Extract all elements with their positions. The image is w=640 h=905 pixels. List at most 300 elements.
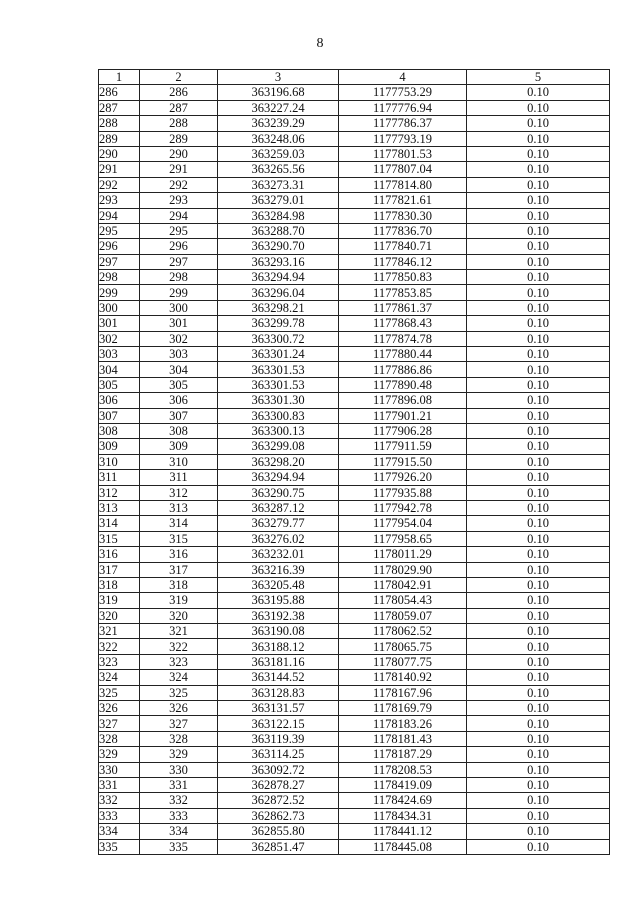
table-cell: 304	[99, 362, 140, 377]
table-row	[99, 362, 610, 377]
table-cell: 314	[140, 516, 218, 531]
table-cell: 309	[99, 439, 140, 454]
table-cell: 313	[140, 500, 218, 515]
table-cell: 1177890.48	[339, 377, 467, 392]
table-cell: 0.10	[467, 639, 610, 654]
table-cell: 363114.25	[218, 747, 339, 762]
table-cell: 302	[140, 331, 218, 346]
table-row	[99, 100, 610, 115]
table-row	[99, 85, 610, 100]
table-cell: 301	[99, 316, 140, 331]
table-cell: 328	[140, 731, 218, 746]
table-cell: 296	[99, 239, 140, 254]
table-cell: 289	[140, 131, 218, 146]
table-cell: 327	[140, 716, 218, 731]
table-row	[99, 393, 610, 408]
table-cell: 0.10	[467, 439, 610, 454]
table-cell: 293	[99, 193, 140, 208]
table-row	[99, 716, 610, 731]
table-cell: 363273.31	[218, 177, 339, 192]
table-cell: 319	[140, 593, 218, 608]
table-cell: 316	[140, 547, 218, 562]
table-cell: 334	[99, 824, 140, 839]
table-cell: 0.10	[467, 285, 610, 300]
table-cell: 0.10	[467, 408, 610, 423]
column-header: 2	[140, 70, 218, 85]
table-cell: 0.10	[467, 423, 610, 438]
table-cell: 1177861.37	[339, 300, 467, 315]
table-cell: 363296.04	[218, 285, 339, 300]
table-row	[99, 839, 610, 854]
table-cell: 1178208.53	[339, 762, 467, 777]
table-cell: 0.10	[467, 239, 610, 254]
table-cell: 316	[99, 547, 140, 562]
table-cell: 329	[140, 747, 218, 762]
table-cell: 300	[140, 300, 218, 315]
table-cell: 1178183.26	[339, 716, 467, 731]
table-cell: 298	[140, 270, 218, 285]
table-cell: 0.10	[467, 716, 610, 731]
table-cell: 304	[140, 362, 218, 377]
table-cell: 0.10	[467, 762, 610, 777]
table-cell: 312	[99, 485, 140, 500]
table-row	[99, 624, 610, 639]
table-cell: 0.10	[467, 670, 610, 685]
table-cell: 1177896.08	[339, 393, 467, 408]
table-cell: 328	[99, 731, 140, 746]
table-row	[99, 562, 610, 577]
table-cell: 363092.72	[218, 762, 339, 777]
table-cell: 308	[99, 423, 140, 438]
table-cell: 1177880.44	[339, 347, 467, 362]
table-cell: 1177868.43	[339, 316, 467, 331]
table-cell: 1177954.04	[339, 516, 467, 531]
table-row	[99, 377, 610, 392]
table-cell: 296	[140, 239, 218, 254]
table-row	[99, 608, 610, 623]
table-cell: 1177753.29	[339, 85, 467, 100]
table-cell: 0.10	[467, 270, 610, 285]
table-cell: 295	[140, 223, 218, 238]
column-header: 4	[339, 70, 467, 85]
table-cell: 326	[140, 701, 218, 716]
table-cell: 363227.24	[218, 100, 339, 115]
table-row	[99, 701, 610, 716]
table-cell: 335	[140, 839, 218, 854]
table-cell: 308	[140, 423, 218, 438]
table-cell: 0.10	[467, 208, 610, 223]
table-cell: 0.10	[467, 701, 610, 716]
table-cell: 1178445.08	[339, 839, 467, 854]
table-cell: 310	[140, 454, 218, 469]
table-row	[99, 762, 610, 777]
table-row	[99, 116, 610, 131]
table-row	[99, 347, 610, 362]
table-cell: 1178187.29	[339, 747, 467, 762]
table-cell: 288	[140, 116, 218, 131]
table-cell: 317	[99, 562, 140, 577]
table-cell: 287	[140, 100, 218, 115]
table-cell: 0.10	[467, 531, 610, 546]
table-cell: 363301.53	[218, 377, 339, 392]
table-cell: 319	[99, 593, 140, 608]
table-cell: 290	[99, 146, 140, 161]
table-cell: 1178167.96	[339, 685, 467, 700]
table-row	[99, 593, 610, 608]
coordinates-table	[98, 69, 610, 855]
table-cell: 0.10	[467, 824, 610, 839]
table-cell: 363293.16	[218, 254, 339, 269]
table-cell: 323	[140, 654, 218, 669]
table-cell: 0.10	[467, 85, 610, 100]
table-cell: 1177786.37	[339, 116, 467, 131]
table-cell: 1177901.21	[339, 408, 467, 423]
table-cell: 363122.15	[218, 716, 339, 731]
table-cell: 1177776.94	[339, 100, 467, 115]
table-row	[99, 285, 610, 300]
table-cell: 291	[140, 162, 218, 177]
table-cell: 0.10	[467, 146, 610, 161]
table-cell: 320	[99, 608, 140, 623]
table-cell: 318	[99, 577, 140, 592]
table-cell: 311	[99, 470, 140, 485]
table-row	[99, 208, 610, 223]
table-cell: 0.10	[467, 116, 610, 131]
table-cell: 1178042.91	[339, 577, 467, 592]
table-cell: 0.10	[467, 454, 610, 469]
table-row	[99, 239, 610, 254]
table-row	[99, 193, 610, 208]
table-header-row	[99, 70, 610, 85]
table-cell: 306	[140, 393, 218, 408]
table-cell: 363239.29	[218, 116, 339, 131]
table-cell: 363190.08	[218, 624, 339, 639]
table-cell: 305	[140, 377, 218, 392]
table-row	[99, 793, 610, 808]
table-cell: 363181.16	[218, 654, 339, 669]
table-row	[99, 439, 610, 454]
table-cell: 288	[99, 116, 140, 131]
table-cell: 334	[140, 824, 218, 839]
table-cell: 363299.08	[218, 439, 339, 454]
table-cell: 363290.75	[218, 485, 339, 500]
table-cell: 363298.21	[218, 300, 339, 315]
table-cell: 0.10	[467, 777, 610, 792]
table-cell: 363259.03	[218, 146, 339, 161]
table-cell: 0.10	[467, 547, 610, 562]
table-cell: 331	[140, 777, 218, 792]
table-cell: 0.10	[467, 300, 610, 315]
table-cell: 362872.52	[218, 793, 339, 808]
table-cell: 363301.24	[218, 347, 339, 362]
table-cell: 332	[140, 793, 218, 808]
table-cell: 1177840.71	[339, 239, 467, 254]
column-header: 5	[467, 70, 610, 85]
table-cell: 301	[140, 316, 218, 331]
table-cell: 290	[140, 146, 218, 161]
table-cell: 294	[140, 208, 218, 223]
table-cell: 307	[140, 408, 218, 423]
table-cell: 0.10	[467, 808, 610, 823]
table-cell: 363300.72	[218, 331, 339, 346]
table-cell: 332	[99, 793, 140, 808]
table-row	[99, 577, 610, 592]
table-cell: 0.10	[467, 377, 610, 392]
table-cell: 362851.47	[218, 839, 339, 854]
table-cell: 1177853.85	[339, 285, 467, 300]
table-row	[99, 547, 610, 562]
table-cell: 0.10	[467, 393, 610, 408]
table-cell: 1178065.75	[339, 639, 467, 654]
table-cell: 1177793.19	[339, 131, 467, 146]
table-cell: 363287.12	[218, 500, 339, 515]
table-row	[99, 808, 610, 823]
table-cell: 292	[140, 177, 218, 192]
table-row	[99, 454, 610, 469]
table-cell: 363196.68	[218, 85, 339, 100]
table-cell: 1177846.12	[339, 254, 467, 269]
table-cell: 287	[99, 100, 140, 115]
table-cell: 289	[99, 131, 140, 146]
table-cell: 0.10	[467, 731, 610, 746]
table-body	[99, 85, 610, 855]
table-cell: 1177935.88	[339, 485, 467, 500]
table-cell: 307	[99, 408, 140, 423]
table-cell: 1178054.43	[339, 593, 467, 608]
table-cell: 1178077.75	[339, 654, 467, 669]
table-cell: 1178434.31	[339, 808, 467, 823]
table-row	[99, 146, 610, 161]
table-cell: 1177942.78	[339, 500, 467, 515]
table-row	[99, 654, 610, 669]
table-cell: 0.10	[467, 562, 610, 577]
table-cell: 329	[99, 747, 140, 762]
table-cell: 363131.57	[218, 701, 339, 716]
table-cell: 292	[99, 177, 140, 192]
table-cell: 363128.83	[218, 685, 339, 700]
table-cell: 363265.56	[218, 162, 339, 177]
table-row	[99, 824, 610, 839]
table-cell: 362878.27	[218, 777, 339, 792]
table-row	[99, 516, 610, 531]
table-cell: 299	[99, 285, 140, 300]
column-header: 3	[218, 70, 339, 85]
table-cell: 1178062.52	[339, 624, 467, 639]
table-cell: 363144.52	[218, 670, 339, 685]
table-row	[99, 423, 610, 438]
table-row	[99, 731, 610, 746]
table-cell: 311	[140, 470, 218, 485]
table-cell: 363298.20	[218, 454, 339, 469]
table-cell: 363248.06	[218, 131, 339, 146]
table-cell: 294	[99, 208, 140, 223]
table-cell: 363192.38	[218, 608, 339, 623]
table-row	[99, 177, 610, 192]
table-cell: 300	[99, 300, 140, 315]
table-cell: 1177911.59	[339, 439, 467, 454]
table-cell: 1177886.86	[339, 362, 467, 377]
table-cell: 0.10	[467, 500, 610, 515]
table-row	[99, 300, 610, 315]
table-cell: 0.10	[467, 362, 610, 377]
table-cell: 363301.53	[218, 362, 339, 377]
table-cell: 0.10	[467, 516, 610, 531]
table-cell: 315	[99, 531, 140, 546]
table-cell: 315	[140, 531, 218, 546]
table-cell: 321	[140, 624, 218, 639]
table-cell: 1177874.78	[339, 331, 467, 346]
table-cell: 0.10	[467, 347, 610, 362]
table-row	[99, 254, 610, 269]
table-cell: 286	[99, 85, 140, 100]
table-cell: 291	[99, 162, 140, 177]
page-number: 8	[316, 36, 324, 51]
table-cell: 325	[99, 685, 140, 700]
table-cell: 321	[99, 624, 140, 639]
table-cell: 363216.39	[218, 562, 339, 577]
table-cell: 363288.70	[218, 223, 339, 238]
table-cell: 0.10	[467, 177, 610, 192]
table-cell: 0.10	[467, 316, 610, 331]
table-cell: 1178011.29	[339, 547, 467, 562]
table-row	[99, 162, 610, 177]
table-cell: 363279.01	[218, 193, 339, 208]
table-row	[99, 639, 610, 654]
table-cell: 363294.94	[218, 470, 339, 485]
table-row	[99, 747, 610, 762]
table-cell: 330	[140, 762, 218, 777]
table-cell: 363188.12	[218, 639, 339, 654]
table-cell: 305	[99, 377, 140, 392]
table-row	[99, 331, 610, 346]
table-cell: 0.10	[467, 223, 610, 238]
table-cell: 363205.48	[218, 577, 339, 592]
table-cell: 0.10	[467, 624, 610, 639]
table-cell: 1177821.61	[339, 193, 467, 208]
table-cell: 362855.80	[218, 824, 339, 839]
table-cell: 297	[140, 254, 218, 269]
table-cell: 363290.70	[218, 239, 339, 254]
table-cell: 1178441.12	[339, 824, 467, 839]
table-cell: 322	[140, 639, 218, 654]
table-row	[99, 131, 610, 146]
table-cell: 309	[140, 439, 218, 454]
table-row	[99, 777, 610, 792]
table-cell: 310	[99, 454, 140, 469]
table-cell: 0.10	[467, 685, 610, 700]
table-cell: 363232.01	[218, 547, 339, 562]
table-cell: 0.10	[467, 793, 610, 808]
table-cell: 298	[99, 270, 140, 285]
table-cell: 1178181.43	[339, 731, 467, 746]
table-cell: 312	[140, 485, 218, 500]
table-cell: 0.10	[467, 654, 610, 669]
table-cell: 299	[140, 285, 218, 300]
table-cell: 0.10	[467, 131, 610, 146]
table-row	[99, 685, 610, 700]
table-cell: 363294.94	[218, 270, 339, 285]
table-cell: 1177814.80	[339, 177, 467, 192]
table-cell: 0.10	[467, 839, 610, 854]
table-row	[99, 270, 610, 285]
table-cell: 1178419.09	[339, 777, 467, 792]
table-cell: 330	[99, 762, 140, 777]
table-cell: 295	[99, 223, 140, 238]
table-cell: 331	[99, 777, 140, 792]
table-row	[99, 470, 610, 485]
table-cell: 302	[99, 331, 140, 346]
table-cell: 323	[99, 654, 140, 669]
table-cell: 363284.98	[218, 208, 339, 223]
table-row	[99, 670, 610, 685]
table-cell: 1177807.04	[339, 162, 467, 177]
table-cell: 363299.78	[218, 316, 339, 331]
table-cell: 318	[140, 577, 218, 592]
table-cell: 0.10	[467, 747, 610, 762]
table-cell: 333	[140, 808, 218, 823]
table-row	[99, 408, 610, 423]
table-cell: 363300.83	[218, 408, 339, 423]
table-cell: 1177830.30	[339, 208, 467, 223]
table-cell: 313	[99, 500, 140, 515]
table-cell: 0.10	[467, 470, 610, 485]
table-cell: 0.10	[467, 608, 610, 623]
table-cell: 0.10	[467, 593, 610, 608]
table-cell: 333	[99, 808, 140, 823]
table-cell: 363301.30	[218, 393, 339, 408]
table-cell: 1177915.50	[339, 454, 467, 469]
table-cell: 1178169.79	[339, 701, 467, 716]
table-cell: 326	[99, 701, 140, 716]
table-row	[99, 223, 610, 238]
table-row	[99, 500, 610, 515]
table-cell: 0.10	[467, 331, 610, 346]
table-cell: 363300.13	[218, 423, 339, 438]
table-cell: 1178029.90	[339, 562, 467, 577]
table-row	[99, 485, 610, 500]
table-cell: 303	[140, 347, 218, 362]
table-cell: 1177926.20	[339, 470, 467, 485]
table-cell: 1178059.07	[339, 608, 467, 623]
table-cell: 0.10	[467, 485, 610, 500]
table-cell: 0.10	[467, 162, 610, 177]
table-cell: 327	[99, 716, 140, 731]
table-cell: 0.10	[467, 254, 610, 269]
table-cell: 363279.77	[218, 516, 339, 531]
table-cell: 314	[99, 516, 140, 531]
column-header: 1	[99, 70, 140, 85]
table-cell: 320	[140, 608, 218, 623]
table-cell: 1178140.92	[339, 670, 467, 685]
table-cell: 317	[140, 562, 218, 577]
table-cell: 1177958.65	[339, 531, 467, 546]
table-cell: 363119.39	[218, 731, 339, 746]
table-cell: 0.10	[467, 577, 610, 592]
table-cell: 1177850.83	[339, 270, 467, 285]
table-cell: 324	[140, 670, 218, 685]
table-cell: 286	[140, 85, 218, 100]
table-cell: 293	[140, 193, 218, 208]
table-row	[99, 531, 610, 546]
table-cell: 0.10	[467, 100, 610, 115]
table-cell: 325	[140, 685, 218, 700]
table-row	[99, 316, 610, 331]
table-cell: 363195.88	[218, 593, 339, 608]
table-cell: 322	[99, 639, 140, 654]
table-cell: 0.10	[467, 193, 610, 208]
table-cell: 306	[99, 393, 140, 408]
table-cell: 297	[99, 254, 140, 269]
